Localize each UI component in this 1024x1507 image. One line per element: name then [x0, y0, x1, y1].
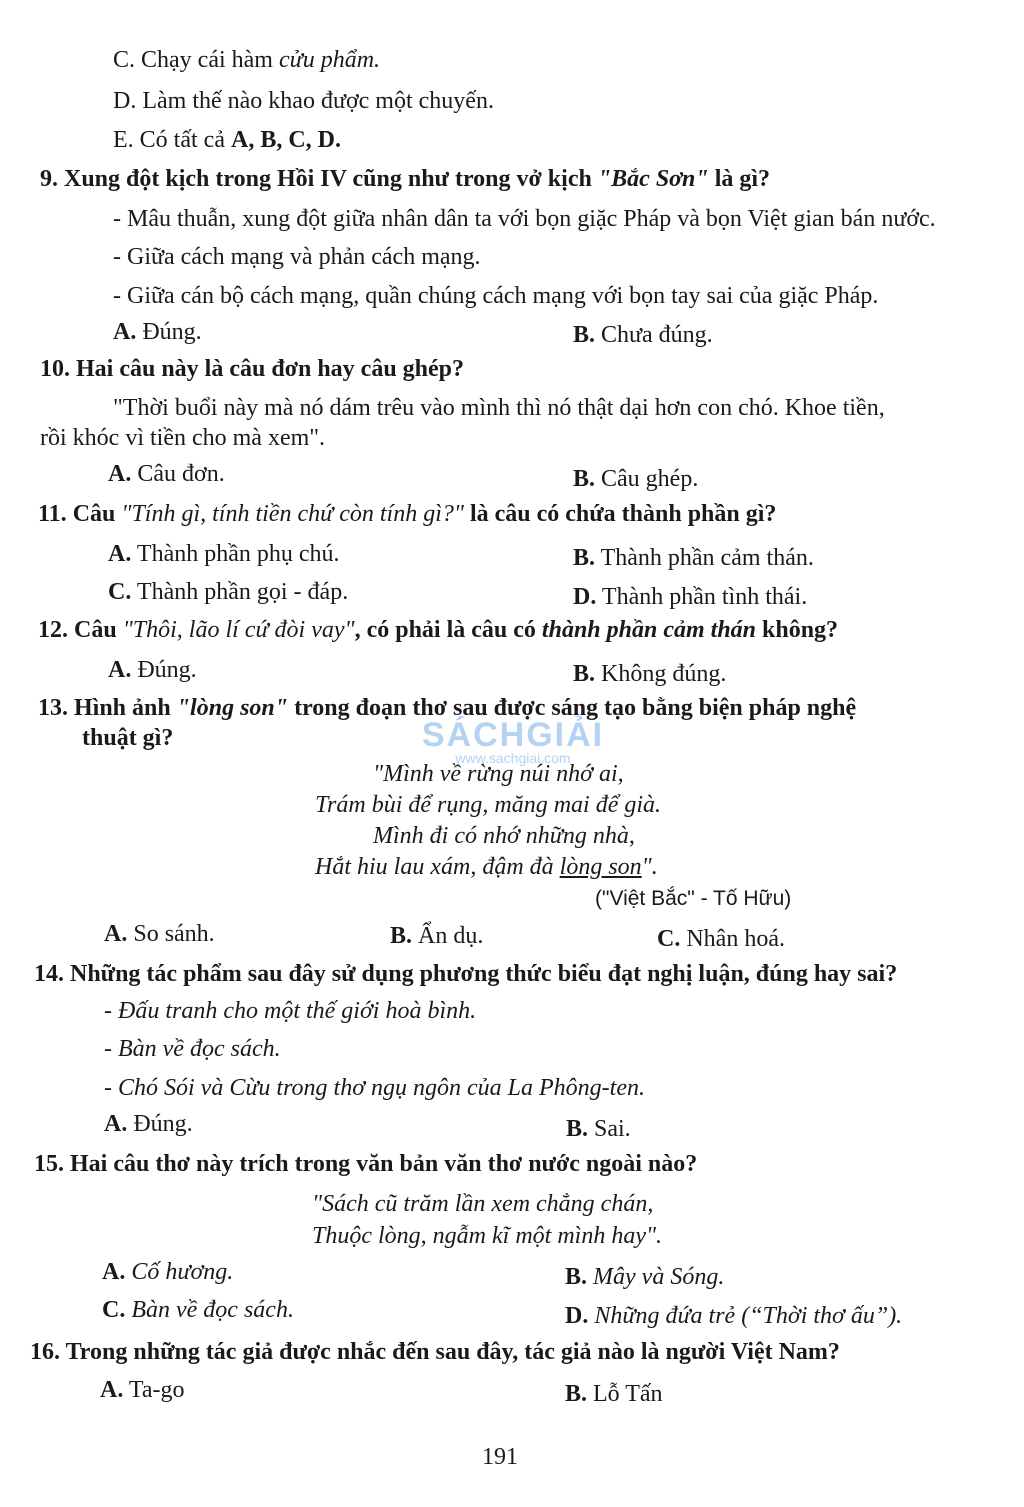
q9-item: - Mâu thuẫn, xung đột giữa nhân dân ta với bọn giặc Pháp và bọn Việt gian bán nước.: [113, 206, 936, 232]
q15-option-c: C. Bàn về đọc sách.: [102, 1297, 294, 1323]
q13-option-c: C. Nhân hoá.: [657, 926, 785, 952]
q9-option-b: B. Chưa đúng.: [573, 322, 713, 348]
page-number: 191: [482, 1444, 518, 1470]
q13-question: 13. Hình ảnh "lòng son" trong đoạn thơ sau được sáng tạo bằng biện pháp nghệ: [38, 695, 857, 721]
q15-option-a: A. Cố hương.: [102, 1259, 234, 1285]
q14-item: - Bàn về đọc sách.: [104, 1036, 281, 1062]
q14-option-a: A. Đúng.: [104, 1111, 193, 1137]
q16-option-b: B. Lỗ Tấn: [565, 1381, 663, 1407]
q10-quote-line-1: "Thời buổi này mà nó dám trêu vào mình thì nó thật dại hơn con chó. Khoe tiền,: [113, 395, 885, 421]
q12-option-b: B. Không đúng.: [573, 661, 727, 687]
q10-option-b: B. Câu ghép.: [573, 466, 699, 492]
q13-poem-line-3: Mình đi có nhớ những nhà,: [373, 823, 635, 849]
q11-question: 11. Câu "Tính gì, tính tiền chứ còn tính gì?" là câu có chứa thành phần gì?: [38, 501, 777, 527]
q10-question: 10. Hai câu này là câu đơn hay câu ghép?: [40, 356, 465, 382]
q13-question-line-2: thuật gì?: [82, 725, 174, 751]
q15-poem-line-1: "Sách cũ trăm lần xem chẳng chán,: [312, 1191, 654, 1217]
q14-question: 14. Những tác phẩm sau đây sử dụng phương thức biểu đạt nghị luận, đúng hay sai?: [34, 961, 898, 987]
q9-question: 9. Xung đột kịch trong Hồi IV cũng như trong vở kịch "Bắc Sơn" là gì?: [40, 166, 771, 192]
q14-option-b: B. Sai.: [566, 1116, 631, 1142]
q9-item: - Giữa cán bộ cách mạng, quần chúng cách mạng với bọn tay sai của giặc Pháp.: [113, 283, 879, 309]
q12-option-a: A. Đúng.: [108, 657, 197, 683]
q8-option-e: E. Có tất cả A, B, C, D.: [113, 127, 341, 153]
q15-question: 15. Hai câu thơ này trích trong văn bản văn thơ nước ngoài nào?: [34, 1151, 698, 1177]
q14-item: - Chó Sói và Cừu trong thơ ngụ ngôn của La Phông-ten.: [104, 1075, 645, 1101]
q15-option-d: D. Những đứa trẻ (“Thời thơ ấu”).: [565, 1303, 903, 1329]
q11-option-d: D. Thành phần tình thái.: [573, 584, 808, 610]
q9-option-a: A. Đúng.: [113, 319, 202, 345]
q10-quote-line-2: rồi khóc vì tiền cho mà xem".: [40, 425, 326, 451]
q14-item: - Đấu tranh cho một thế giới hoà bình.: [104, 998, 477, 1024]
q11-option-b: B. Thành phần cảm thán.: [573, 545, 814, 571]
q16-option-a: A. Ta-go: [100, 1377, 185, 1403]
q16-question: 16. Trong những tác giả được nhắc đến sau đây, tác giả nào là người Việt Nam?: [30, 1339, 840, 1365]
q8-option-c: C. Chạy cái hàm cửu phẩm.: [113, 47, 381, 73]
sachgiai-watermark-logo: SÁCHGIẢI www.sachgiai.com: [421, 716, 605, 766]
q13-poem-line-1: "Mình về rừng núi nhớ ai,: [373, 761, 624, 787]
q11-option-a: A. Thành phần phụ chú.: [108, 541, 340, 567]
q12-question: 12. Câu "Thôi, lão lí cứ đòi vay", có phải là câu có thành phần cảm thán không?: [38, 617, 839, 643]
q13-option-b: B. Ẩn dụ.: [390, 923, 484, 949]
q15-poem-line-2: Thuộc lòng, ngẫm kĩ một mình hay".: [312, 1223, 663, 1249]
q13-poem-source: ("Việt Bắc" - Tố Hữu): [595, 887, 792, 910]
q13-poem-line-4: Hắt hiu lau xám, đậm đà lòng son".: [315, 854, 658, 880]
q15-option-b: B. Mây và Sóng.: [565, 1264, 725, 1290]
q9-item: - Giữa cách mạng và phản cách mạng.: [113, 244, 481, 270]
q11-option-c: C. Thành phần gọi - đáp.: [108, 579, 349, 605]
q8-option-d: D. Làm thế nào khao được một chuyến.: [113, 88, 494, 114]
q13-option-a: A. So sánh.: [104, 921, 215, 947]
q10-option-a: A. Câu đơn.: [108, 461, 225, 487]
q13-poem-line-2: Trám bùi để rụng, măng mai để già.: [315, 792, 662, 818]
